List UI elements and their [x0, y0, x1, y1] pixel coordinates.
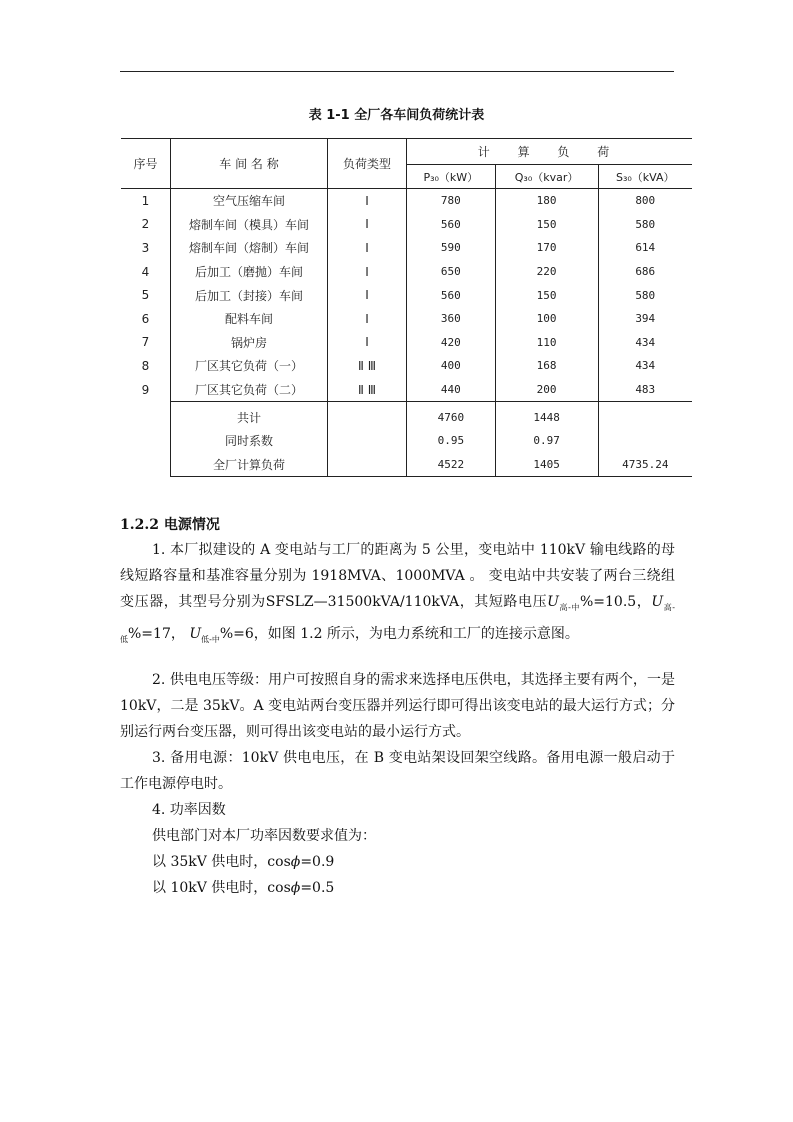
cell-s30: 394	[598, 307, 692, 331]
summary-row	[121, 402, 692, 429]
summary-label: 共计	[171, 402, 328, 429]
cell-seq: 2	[141, 217, 150, 232]
subscript: 高-中	[558, 602, 580, 612]
section-title: 1.2.2 电源情况	[120, 517, 220, 533]
cell-s30: 434	[598, 354, 692, 378]
cell-p30: 650	[407, 260, 496, 284]
summary-s30	[598, 429, 692, 453]
cell-type: Ⅰ	[328, 331, 407, 355]
table-row	[121, 378, 692, 402]
phi-symbol: ϕ	[290, 854, 301, 870]
table-row	[121, 236, 692, 260]
header-seq: 序号	[121, 139, 171, 189]
cell-name: 厂区其它负荷（二）	[171, 378, 328, 402]
header-calculated-load: 计 算 负 荷	[407, 139, 693, 165]
summary-p30: 0.95	[407, 429, 496, 453]
summary-q30: 1448	[495, 402, 598, 429]
cell-type: Ⅰ	[328, 307, 407, 331]
cell-q30: 200	[495, 378, 598, 402]
cell-q30: 100	[495, 307, 598, 331]
cell-p30: 400	[407, 354, 496, 378]
cell-type: Ⅰ	[328, 189, 407, 213]
summary-p30: 4760	[407, 402, 496, 429]
cell-q30: 110	[495, 331, 598, 355]
pf-text: 以 10kV 供电时，cos	[152, 880, 291, 896]
table-caption: 表 1-1 全厂各车间负荷统计表	[308, 108, 485, 123]
header-q30: Q₃₀（kvar）	[495, 165, 598, 189]
cell-seq: 1	[141, 193, 150, 208]
cell-type: Ⅰ	[328, 213, 407, 237]
voltage-symbol: U	[651, 594, 664, 610]
item-power-factor: 4. 功率因数	[152, 802, 226, 818]
paragraph-power-source	[120, 537, 675, 653]
paragraph-backup-power	[120, 745, 675, 797]
cell-q30: 220	[495, 260, 598, 284]
cell-s30: 686	[598, 260, 692, 284]
summary-q30: 0.97	[495, 429, 598, 453]
pf-text: 以 35kV 供电时，cos	[152, 854, 291, 870]
paragraph-text: 2. 供电电压等级：用户可按照自身的需求来选择电压供电，其选择主要有两个，一是 10kV，二是 35kV。A 变电站两台变压器并列运行即可得出该变电站的最大运行方式；分别运行两台变压器，则可得出该变电站的最小运行方式。	[120, 672, 675, 740]
cell-type: Ⅰ	[328, 236, 407, 260]
phi-symbol: ϕ	[290, 880, 301, 896]
table-row	[121, 307, 692, 331]
power-factor-35kv	[152, 849, 334, 875]
cell-p30: 420	[407, 331, 496, 355]
cell-s30: 614	[598, 236, 692, 260]
cell-p30: 440	[407, 378, 496, 402]
table-row	[121, 260, 692, 284]
top-rule	[120, 71, 674, 72]
summary-s30: 4735.24	[598, 453, 692, 477]
load-statistics-table	[121, 138, 692, 477]
cell-name: 熔制车间（熔制）车间	[171, 236, 328, 260]
cell-name: 锅炉房	[171, 331, 328, 355]
table-row	[121, 331, 692, 355]
voltage-symbol: U	[547, 594, 559, 610]
cell-p30: 560	[407, 213, 496, 237]
cell-type: Ⅱ Ⅲ	[328, 354, 407, 378]
cell-q30: 168	[495, 354, 598, 378]
summary-label: 同时系数	[171, 429, 328, 453]
cell-s30: 434	[598, 331, 692, 355]
cell-p30: 360	[407, 307, 496, 331]
cell-type: Ⅱ Ⅲ	[328, 378, 407, 402]
value-text: %=6，如图 1.2 所示，为电力系统和工厂的连接示意图。	[219, 625, 579, 642]
table-row	[121, 354, 692, 378]
cell-seq: 5	[141, 288, 150, 303]
cell-name: 后加工（封接）车间	[171, 283, 328, 307]
cell-seq: 8	[141, 358, 150, 373]
table-row	[121, 213, 692, 237]
cell-p30: 560	[407, 283, 496, 307]
table-row	[121, 283, 692, 307]
cell-s30: 483	[598, 378, 692, 402]
table-row	[121, 189, 692, 213]
value-text: %=10.5，	[579, 594, 652, 610]
cell-q30: 180	[495, 189, 598, 213]
summary-row	[121, 453, 692, 477]
header-load-type: 负荷类型	[328, 139, 407, 189]
cell-name: 后加工（磨抛）车间	[171, 260, 328, 284]
summary-s30	[598, 402, 692, 429]
cell-p30: 590	[407, 236, 496, 260]
cell-seq: 3	[141, 240, 150, 255]
power-factor-requirement: 供电部门对本厂功率因数要求值为：	[152, 828, 376, 844]
value-text: %=17，	[128, 625, 190, 642]
cell-seq: 7	[141, 335, 150, 350]
cell-type: Ⅰ	[328, 260, 407, 284]
header-s30: S₃₀（kVA）	[598, 165, 692, 189]
summary-q30: 1405	[495, 453, 598, 477]
summary-row	[121, 429, 692, 453]
cell-name: 厂区其它负荷（一）	[171, 354, 328, 378]
power-factor-10kv	[152, 875, 334, 901]
header-p30: P₃₀（kW）	[407, 165, 496, 189]
paragraph-text: 1. 本厂拟建设的 A 变电站与工厂的距离为 5 公里，变电站中 110kV 输电线路的母线短路容量和基准容量分别为 1918MVA、1000MVA 。 变电站中共安装了两台三绕组变压器，其型号分别为SFSLZ—31500kVA/110kVA，其短路电压	[120, 542, 675, 610]
cell-s30: 800	[598, 189, 692, 213]
cell-seq: 9	[141, 382, 150, 397]
paragraph-text: 3. 备用电源：10kV 供电电压，在 B 变电站架设回架空线路。备用电源一般启动于工作电源停电时。	[120, 750, 675, 792]
cell-q30: 150	[495, 213, 598, 237]
header-workshop-name: 车 间 名 称	[171, 139, 328, 189]
cell-seq: 6	[141, 311, 150, 326]
subscript: 低-中	[201, 634, 220, 644]
cell-q30: 170	[495, 236, 598, 260]
summary-label: 全厂计算负荷	[171, 453, 328, 477]
cell-name: 熔制车间（模具）车间	[171, 213, 328, 237]
pf-value: =0.5	[300, 880, 335, 896]
pf-value: =0.9	[300, 854, 335, 870]
voltage-symbol: U	[189, 625, 202, 642]
summary-p30: 4522	[407, 453, 496, 477]
cell-name: 配料车间	[171, 307, 328, 331]
cell-type: Ⅰ	[328, 283, 407, 307]
cell-p30: 780	[407, 189, 496, 213]
cell-name: 空气压缩车间	[171, 189, 328, 213]
subscript: 高-低	[120, 602, 675, 644]
paragraph-voltage-level	[120, 667, 675, 745]
cell-q30: 150	[495, 283, 598, 307]
cell-seq: 4	[141, 264, 150, 279]
cell-s30: 580	[598, 213, 692, 237]
cell-s30: 580	[598, 283, 692, 307]
